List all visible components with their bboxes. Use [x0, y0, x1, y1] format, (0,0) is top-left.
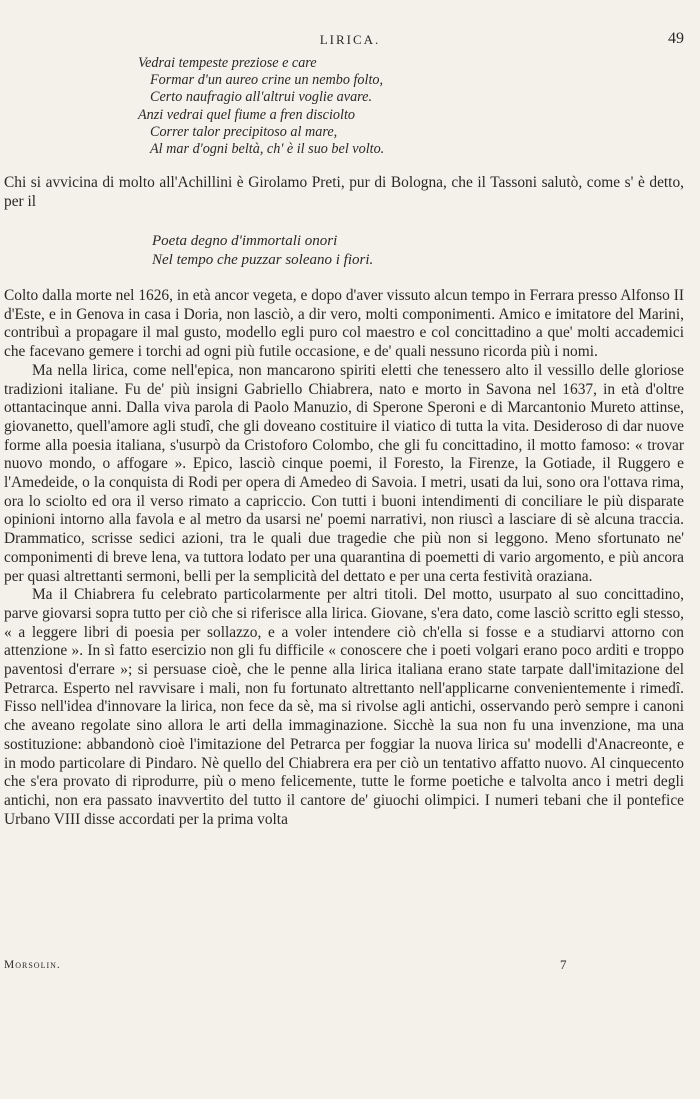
running-header: [0, 30, 700, 52]
paragraph-text: Chi si avvicina di molto all'Achillini è Girolamo Preti, pur di Bologna, che il Tassoni salutò, come s' è detto, per il: [4, 174, 684, 210]
main-body-text: [4, 287, 684, 829]
verse-line: Al mar d'ogni beltà, ch' è il suo bel volto.: [150, 141, 385, 158]
verse-quote-2: [152, 232, 373, 270]
signature-author: Morsolin.: [4, 959, 61, 971]
verse-line: Poeta degno d'immortali onori: [152, 233, 338, 249]
paragraph-chiabrera-lirica: Ma il Chiabrera fu celebrato particolarmente per altri titoli. Del motto, usurpato al suo concittadino, parve giovarsi sopra tutto per ciò che si riferisce alla lirica. Giovane, s'era dato, come lasciò scritto egli stesso, « a leggere libri di poesia per sollazzo, e a voler intendere ciò ch'ella si fosse e a studiarvi attorno con attenzione ». In sì fatto esercizio non gli fu difficile « conoscere che i poeti volgari erano poco arditi e troppo paventosi d'errare »; si persuase cioè, che le penne alla lirica italiana erano state tarpate dall'imitazione del Petrarca. Esperto nel ravvisare i mali, non fu fortunato altrettanto nell'applicarne convenientemente i rimedî. Fisso nell'idea d'innovare la lirica, non fece da sè, ma si rivolse agli antichi, osservando però sempre i canoni che aveano regolate sino allora le arti della immaginazione. Sicchè la sua non fu una invenzione, ma una sostituzione: abbandonò cioè l'imitazione del Petrarca per foggiar la nuova lirica su' modelli d'Anacreonte, e in modo particolare di Pindaro. Nè quello del Chiabrera era per ciò un tentativo affatto nuovo. Al cinquecento che s'era provato di riprodurre, più o meno felicemente, tutte le forme poetiche e talvolta anco i metri degli antichi, non era passato inavvertito del tutto il cantore de' giuochi olimpici. I numeri tebani che il pontefice Urbano VIII disse accordati per la prima volta: [4, 586, 684, 828]
verse-line: Nel tempo che puzzar soleano i fiori.: [152, 252, 374, 268]
running-title: LIRICA.: [319, 32, 381, 47]
verse-line: Certo naufragio all'altrui voglie avare.: [150, 89, 373, 106]
paragraph-preti: Colto dalla morte nel 1626, in età ancor vegeta, e dopo d'aver vissuto alcun tempo in Ferrara presso Alfonso II d'Este, e in Genova in casa i Doria, non lasciò, a dir vero, molti componimenti. Amico e imitatore del Marini, contribuì a propagare il mal gusto, modello egli puro col maestro e col concittadino a que' molti accademici che facevano gemere i torchi ad ogni più futile occasione, e de' quali nessuno ricorda più i nomi.: [4, 287, 684, 361]
verse-line: Anzi vedrai quel fiume a fren disciolto: [138, 106, 355, 123]
page-number: 49: [668, 30, 684, 47]
verse-line: Formar d'un aureo crine un nembo folto,: [150, 72, 384, 89]
verse-quote-1: [138, 55, 384, 158]
page-footer: [0, 957, 700, 977]
signature-number: 7: [560, 957, 567, 972]
verse-line: Correr talor precipitoso al mare,: [150, 123, 338, 140]
verse-line: Vedrai tempeste preziose e care: [138, 55, 317, 71]
paragraph-chiabrera: Ma nella lirica, come nell'epica, non mancarono spiriti eletti che tenessero alto il vessillo delle gloriose tradizioni italiane. Fu de' più insigni Gabriello Chiabrera, nato e morto in Savona nel 1637, in età d'oltre ottantacinque anni. Dalla viva parola di Paolo Manuzio, di Sperone Speroni e di Marcantonio Mureto attinse, giovanetto, quell'amore agli studî, che gli doveano costituire il viatico di tutta la vita. Desideroso di dar nuove forme alla poesia italiana, s'usurpò da Cristoforo Colombo, che gli fu concittadino, il motto famoso: « trovar nuovo mondo, o affogare ». Epico, lasciò cinque poemi, il Foresto, la Firenze, la Gotiade, il Ruggero e l'Amedeide, o la conquista di Rodi per opera di Amedeo di Savoia. I metri, usati da lui, sono ora l'ottava rima, ora lo sciolto ed ora il verso rimato a capriccio. Con tutti i buoni intendimenti di conciliare le più disparate opinioni intorno alla favola e al metro da usarsi ne' poemi narrativi, non riuscì a lasciare di sè alcuna traccia. Drammatico, scrisse sedici azioni, tra le quali due tragedie che più non si leggono. Meno sfortunato ne' componimenti di breve lena, va tuttora lodato per una quarantina di poemetti di vario argomento, e più ancora per quasi altrettanti sermoni, belli per la semplicità del dettato e per una certa festività oraziana.: [4, 361, 684, 585]
paragraph-preti-intro: [4, 174, 684, 211]
